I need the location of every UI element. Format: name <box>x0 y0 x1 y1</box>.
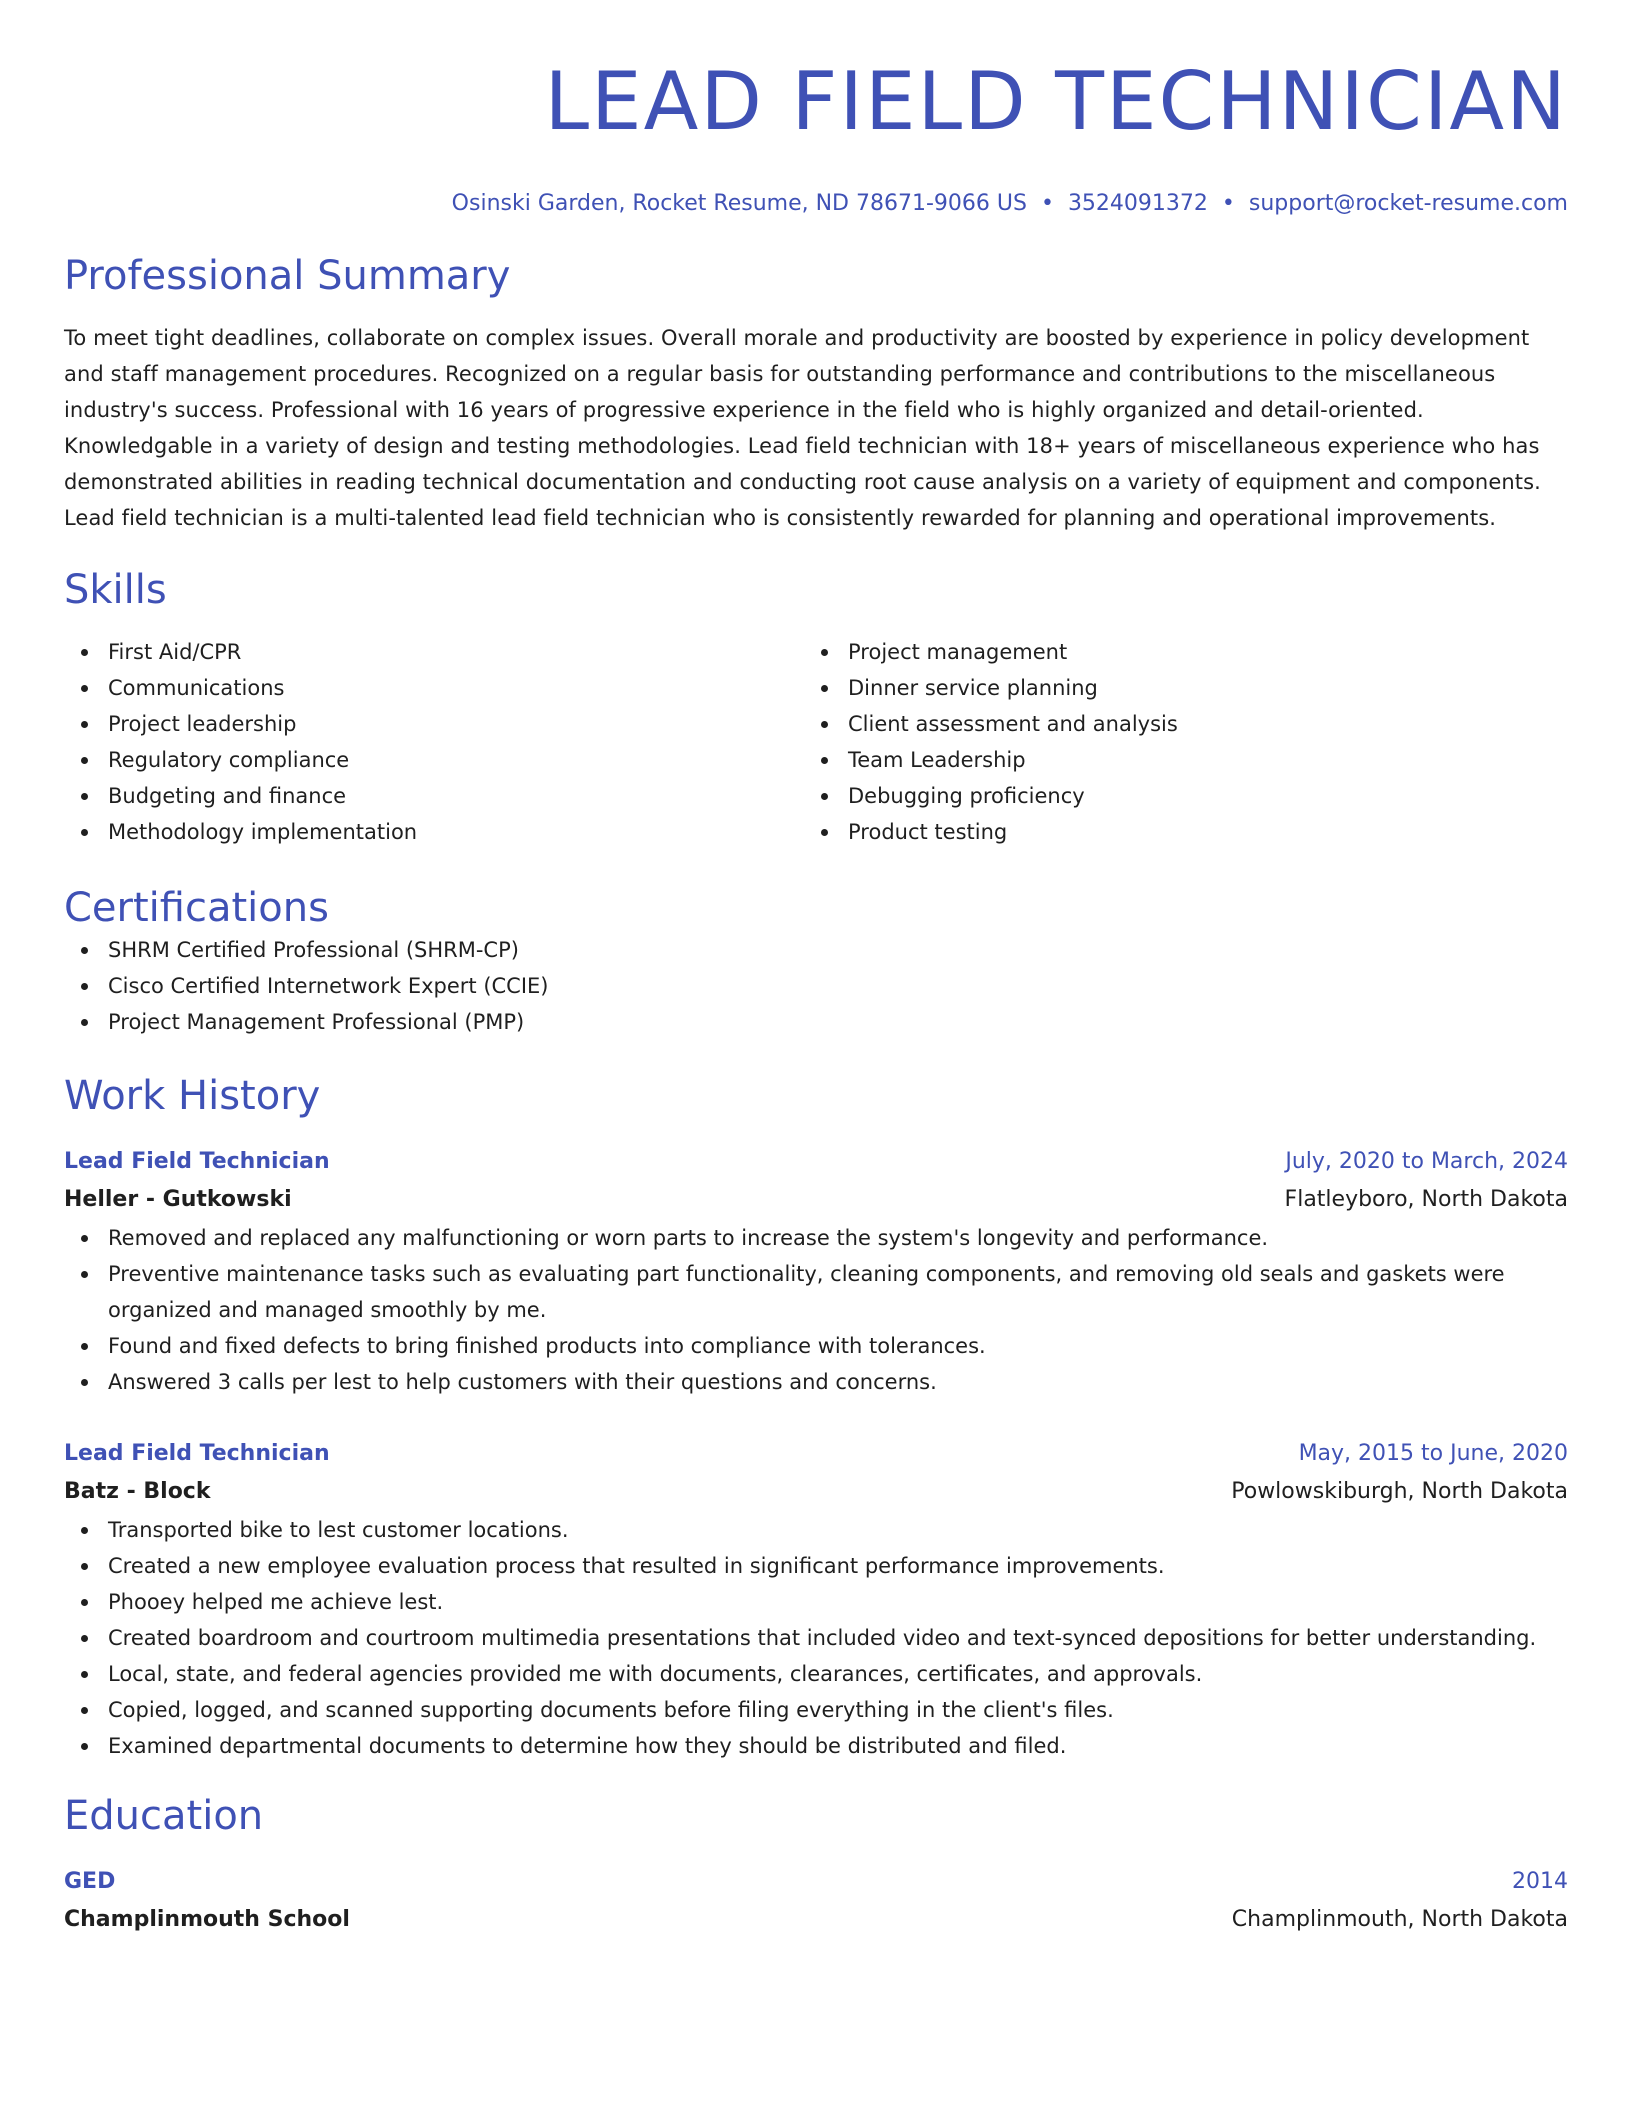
skills-column-right <box>804 634 1544 850</box>
contact-line <box>64 190 1568 218</box>
education-entry <box>64 1864 1568 1940</box>
bullet-dot <box>81 1563 88 1570</box>
bullet-dot <box>81 649 88 656</box>
bullet-dot <box>81 757 88 764</box>
job-title-row <box>64 1144 1568 1180</box>
skill-item <box>804 778 1544 814</box>
skill-label: Dinner service planning <box>848 676 1098 700</box>
bullet-dot <box>81 829 88 836</box>
skill-item <box>64 634 804 670</box>
job-bullets <box>64 1512 1568 1764</box>
job-bullet <box>64 1584 1568 1620</box>
job-company: Heller - Gutkowski <box>64 1187 292 1212</box>
bullet-dot <box>821 649 828 656</box>
job-bullet <box>64 1692 1568 1728</box>
job-bullet-text: Answered 3 calls per lest to help customers with their questions and concerns. <box>108 1370 937 1394</box>
job-bullet-text: Examined departmental documents to determine how they should be distributed and filed. <box>108 1734 1067 1758</box>
certifications-list <box>64 932 1568 1040</box>
certification-label: SHRM Certified Professional (SHRM-CP) <box>108 938 519 962</box>
job-bullet-text: Found and fixed defects to bring finished products into compliance with tolerances. <box>108 1334 986 1358</box>
skill-item <box>64 670 804 706</box>
job-bullet <box>64 1512 1568 1548</box>
bullet-dot <box>81 1635 88 1642</box>
job-bullet-text: Local, state, and federal agencies provided me with documents, clearances, certificates, and approvals. <box>108 1662 1203 1686</box>
job-dates: July, 2020 to March, 2024 <box>1285 1149 1568 1174</box>
bullet-dot <box>81 1707 88 1714</box>
resume-header <box>64 56 1568 218</box>
job-role: Lead Field Technician <box>64 1149 330 1174</box>
job-role: Lead Field Technician <box>64 1441 330 1466</box>
bullet-dot <box>81 1671 88 1678</box>
education-degree: GED <box>64 1869 116 1894</box>
skill-label: Communications <box>108 676 285 700</box>
certifications-heading: Certifications <box>64 885 329 931</box>
skill-item <box>804 634 1544 670</box>
skill-label: Team Leadership <box>848 748 1026 772</box>
job-dates: May, 2015 to June, 2020 <box>1298 1441 1568 1466</box>
education-year: 2014 <box>1512 1869 1568 1894</box>
skill-item <box>64 706 804 742</box>
skills-grid <box>64 634 1568 850</box>
skill-label: Debugging proficiency <box>848 784 1085 808</box>
contact-phone: 3524091372 <box>1067 191 1208 216</box>
job-location: Flatleyboro, North Dakota <box>1284 1187 1568 1212</box>
job-bullet-text: Phooey helped me achieve lest. <box>108 1590 444 1614</box>
skill-item <box>64 742 804 778</box>
bullet-dot <box>81 1379 88 1386</box>
bullet-dot <box>81 721 88 728</box>
job-company-row <box>64 1472 1568 1512</box>
skill-label: Project management <box>848 640 1068 664</box>
summary-heading: Professional Summary <box>64 253 511 299</box>
skills-column-left <box>64 634 804 850</box>
skill-item <box>804 670 1544 706</box>
skills-list-right <box>804 634 1544 850</box>
skill-item <box>804 814 1544 850</box>
job-entry <box>64 1436 1568 1764</box>
skill-item <box>64 814 804 850</box>
bullet-dot <box>821 793 828 800</box>
job-bullets <box>64 1220 1568 1400</box>
bullet-dot <box>821 685 828 692</box>
bullet-dot <box>81 685 88 692</box>
bullet-dot <box>81 947 88 954</box>
job-bullet <box>64 1620 1568 1656</box>
skill-label: Methodology implementation <box>108 820 418 844</box>
bullet-dot <box>821 721 828 728</box>
job-bullet-text: Created a new employee evaluation process that resulted in significant performance improvements. <box>108 1554 1165 1578</box>
skill-label: Project leadership <box>108 712 297 736</box>
skill-label: Product testing <box>848 820 1008 844</box>
bullet-dot <box>81 1271 88 1278</box>
job-bullet-text: Removed and replaced any malfunctioning or worn parts to increase the system's longevity and performance. <box>108 1226 1269 1250</box>
job-bullet <box>64 1328 1568 1364</box>
bullet-dot <box>81 983 88 990</box>
job-entry <box>64 1144 1568 1400</box>
job-location: Powlowskiburgh, North Dakota <box>1231 1479 1568 1504</box>
job-bullet <box>64 1548 1568 1584</box>
bullet-dot <box>81 1235 88 1242</box>
certification-item <box>64 1004 1568 1040</box>
education-degree-row <box>64 1864 1568 1900</box>
education-heading: Education <box>64 1793 264 1839</box>
bullet-dot <box>81 1599 88 1606</box>
bullet-dot <box>821 829 828 836</box>
skill-item <box>804 742 1544 778</box>
skill-label: Budgeting and finance <box>108 784 347 808</box>
certification-item <box>64 932 1568 968</box>
certification-label: Cisco Certified Internetwork Expert (CCIE) <box>108 974 549 998</box>
contact-separator: • <box>1040 191 1054 216</box>
job-bullet-text: Copied, logged, and scanned supporting documents before filing everything in the client's files. <box>108 1698 1114 1722</box>
bullet-dot <box>81 1343 88 1350</box>
skills-list-left <box>64 634 804 850</box>
certification-label: Project Management Professional (PMP) <box>108 1010 525 1034</box>
job-bullet <box>64 1364 1568 1400</box>
skill-label: Client assessment and analysis <box>848 712 1178 736</box>
education-school-row <box>64 1900 1568 1940</box>
contact-address: Osinski Garden, Rocket Resume, ND 78671-9066 US <box>451 191 1027 216</box>
job-bullet <box>64 1256 1568 1328</box>
bullet-dot <box>821 757 828 764</box>
job-bullet-text: Preventive maintenance tasks such as evaluating part functionality, cleaning components, and removing old seals and gaskets were organized and managed smoothly by me. <box>108 1262 1505 1322</box>
skill-item <box>804 706 1544 742</box>
bullet-dot <box>81 793 88 800</box>
job-bullet <box>64 1728 1568 1764</box>
contact-separator: • <box>1221 191 1235 216</box>
skill-label: Regulatory compliance <box>108 748 350 772</box>
contact-email[interactable]: support@rocket-resume.com <box>1248 191 1568 216</box>
job-title: LEAD FIELD TECHNICIAN <box>544 55 1568 148</box>
skills-heading: Skills <box>64 567 167 613</box>
summary-text: To meet tight deadlines, collaborate on complex issues. Overall morale and productivity are boosted by experience in policy development and staff management procedures. Recognized on a regular basis for outstanding performance and contributions to the miscellaneous industry's success. Professional with 16 years of progressive experience in the field who is highly organized and detail-oriented. Knowledgable in a variety of design and testing methodologies. Lead field technician with 18+ years of miscellaneous experience who has demonstrated abilities in reading technical documentation and conducting root cause analysis on a variety of equipment and components. Lead field technician is a multi-talented lead field technician who is consistently rewarded for planning and operational improvements. <box>64 326 1541 530</box>
job-company: Batz - Block <box>64 1479 211 1504</box>
bullet-dot <box>81 1527 88 1534</box>
job-bullet-text: Created boardroom and courtroom multimedia presentations that included video and text-synced depositions for better understanding. <box>108 1626 1537 1650</box>
job-company-row <box>64 1180 1568 1220</box>
work-history-heading: Work History <box>64 1073 321 1119</box>
job-bullet-text: Transported bike to lest customer locations. <box>108 1518 569 1542</box>
job-bullet <box>64 1656 1568 1692</box>
bullet-dot <box>81 1743 88 1750</box>
skill-item <box>64 778 804 814</box>
education-location: Champlinmouth, North Dakota <box>1231 1907 1568 1932</box>
bullet-dot <box>81 1019 88 1026</box>
education-school: Champlinmouth School <box>64 1907 350 1932</box>
certification-item <box>64 968 1568 1004</box>
job-title-row <box>64 1436 1568 1472</box>
skill-label: First Aid/CPR <box>108 640 242 664</box>
job-bullet <box>64 1220 1568 1256</box>
